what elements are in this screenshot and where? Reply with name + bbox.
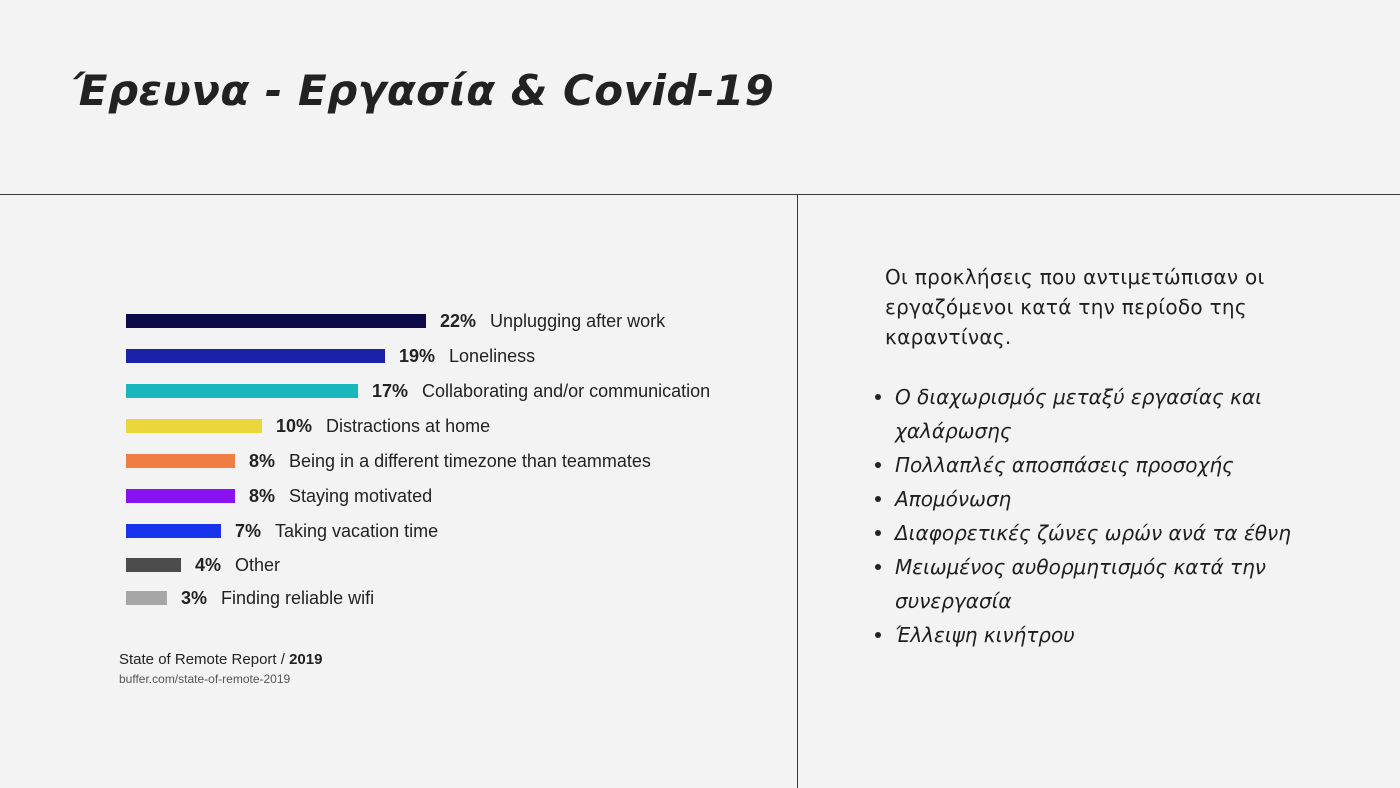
bar-category-label: Other — [235, 555, 281, 575]
bar-category-label: Taking vacation time — [275, 521, 439, 541]
bar-value-label: 4% — [195, 555, 222, 575]
challenges-heading: Οι προκλήσεις που αντιμετώπισαν οι εργαζόμενοι κατά την περίοδο της καραντίνας. — [885, 265, 1265, 349]
chart-source — [119, 651, 322, 668]
challenge-text: Έλλειψη κινήτρου — [895, 623, 1075, 647]
challenge-item — [873, 550, 1353, 618]
horizontal-divider — [0, 194, 1400, 195]
bar-value-label: 8% — [249, 451, 276, 471]
source-year: 2019 — [289, 651, 323, 668]
bar-label — [235, 519, 438, 543]
bar-row — [0, 309, 760, 333]
bar-category-label: Distractions at home — [326, 416, 491, 436]
challenge-text: Απομόνωση — [895, 487, 1012, 511]
bar — [126, 558, 181, 572]
bar-row — [0, 484, 760, 508]
challenge-item — [873, 618, 1353, 652]
bar-label — [399, 344, 535, 368]
bar-category-label: Loneliness — [449, 346, 536, 366]
source-url: buffer.com/state-of-remote-2019 — [119, 672, 291, 686]
challenge-item — [873, 448, 1353, 482]
bullet-icon — [875, 462, 881, 468]
challenges-list — [873, 380, 1353, 652]
challenge-text: Πολλαπλές αποσπάσεις προσοχής — [895, 453, 1234, 477]
bar — [126, 349, 385, 363]
bar-row — [0, 553, 760, 577]
challenge-text: Μειωμένος αυθορμητισμός κατά την συνεργασία — [895, 555, 1266, 613]
bar-value-label: 8% — [249, 486, 276, 506]
bar — [126, 591, 167, 605]
bar — [126, 314, 426, 328]
source-name: State of Remote Report / — [119, 651, 290, 668]
bar — [126, 524, 221, 538]
bar-row — [0, 449, 760, 473]
bar-label — [249, 449, 651, 473]
vertical-divider — [797, 195, 798, 788]
bullet-icon — [875, 632, 881, 638]
bar-label — [372, 379, 710, 403]
bullet-icon — [875, 564, 881, 570]
challenge-item — [873, 516, 1353, 550]
bar-label — [440, 309, 665, 333]
bar — [126, 384, 358, 398]
bar-label — [195, 553, 280, 577]
bar-value-label: 3% — [181, 588, 208, 608]
bullet-icon — [875, 530, 881, 536]
bar-value-label: 10% — [276, 416, 313, 436]
bar-row — [0, 414, 760, 438]
bar-value-label: 17% — [372, 381, 409, 401]
bar-label — [276, 414, 490, 438]
bar — [126, 454, 235, 468]
bar-row — [0, 519, 760, 543]
bar-value-label: 19% — [399, 346, 436, 366]
bar — [126, 489, 235, 503]
bar-row — [0, 379, 760, 403]
bullet-icon — [875, 394, 881, 400]
bar-row — [0, 586, 760, 610]
challenge-text: Διαφορετικές ζώνες ωρών ανά τα έθνη — [895, 521, 1291, 545]
page-title: Έρευνα - Εργασία & Covid-19 — [72, 66, 775, 115]
bar-category-label: Finding reliable wifi — [221, 588, 375, 608]
bar-category-label: Being in a different timezone than teammates — [289, 451, 651, 471]
bar-label — [249, 484, 432, 508]
bar-category-label: Collaborating and/or communication — [422, 381, 711, 401]
bar-category-label: Unplugging after work — [490, 311, 666, 331]
challenge-item — [873, 380, 1353, 448]
bar-value-label: 7% — [235, 521, 262, 541]
challenge-item — [873, 482, 1353, 516]
challenge-text: Ο διαχωρισμός μεταξύ εργασίας και χαλάρωσης — [895, 385, 1262, 443]
bar-category-label: Staying motivated — [289, 486, 433, 506]
bar-value-label: 22% — [440, 311, 477, 331]
bullet-icon — [875, 496, 881, 502]
bar-row — [0, 344, 760, 368]
bar — [126, 419, 262, 433]
bar-label — [181, 586, 374, 610]
